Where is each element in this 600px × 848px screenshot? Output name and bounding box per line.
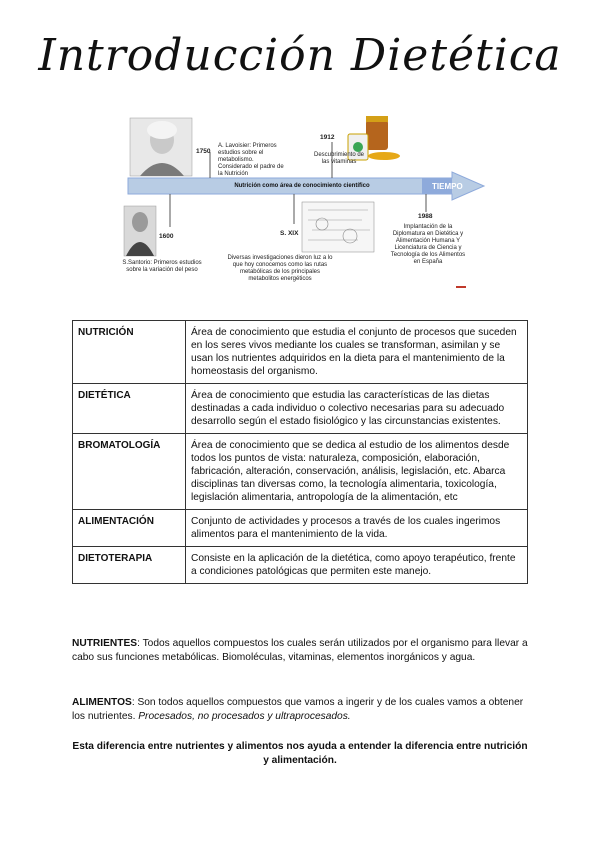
definition-cell: Área de conocimiento que estudia las características de las dietas destinadas a cada individuo o colectivo necesarias para su adecuado desarrollo según el estado fisiológico y las circunstancias existentes. (186, 384, 528, 434)
event-year: 1750 (196, 148, 211, 155)
table-row (73, 384, 528, 434)
nutrientes-text: : Todos aquellos compuestos los cuales serán utilizados por el organismo para llevar a cabo sus funciones metabólicas. Biomoléculas, vitaminas, elementos inorgánicos y agua. (72, 638, 528, 663)
alimentos-text: : Son todos aquellos compuestos que vamos a ingerir y de los cuales vamos a obtener los nutrientes. (72, 697, 524, 722)
event-text: Descubrimiento de las vitaminas (313, 152, 365, 165)
portrait-lavoisier (130, 118, 192, 176)
table-row (73, 434, 528, 510)
nutrientes-label: NUTRIENTES (72, 638, 138, 649)
timeline-axis-end: TIEMPO (432, 182, 463, 191)
term-cell: BROMATOLOGÍA (73, 434, 186, 510)
definition-cell: Consiste en la aplicación de la dietética, como apoyo terapéutico, frente a condiciones patológicas que permiten este manejo. (186, 547, 528, 584)
table-row (73, 510, 528, 547)
definition-cell: Área de conocimiento que se dedica al estudio de los alimentos desde todos los puntos de vista: naturaleza, composición, elaboración, fabricación, alteración, conservación, análisis, legislación, etc. Abarca disciplinas tan diversas como, la tecnología alimentaria, toxicología, legislación alimentaria, antropología de la alimentación, etc (186, 434, 528, 510)
event-text: Implantación de la Diplomatura en Dietética y Alimentación Humana Y Licenciatura de Ciencia y Tecnología de los Alimentos en España (390, 224, 466, 265)
event-text: S.Santorio: Primeros estudios sobre la variación del peso (122, 260, 202, 273)
term-cell: NUTRICIÓN (73, 321, 186, 384)
table-row (73, 547, 528, 584)
alimentos-paragraph (72, 696, 528, 724)
event-year: 1988 (418, 213, 433, 220)
term-cell: DIETOTERAPIA (73, 547, 186, 584)
alimentos-italic: Procesados, no procesados y ultraprocesados. (138, 711, 351, 722)
event-text: A. Lavoisier: Primeros estudios sobre el metabolismo. Considerado el padre de la Nutrición (218, 143, 284, 177)
timeline-axis-label: Nutrición como área de conocimiento científico (234, 183, 370, 189)
page-title: Introducción Dietética (38, 30, 562, 81)
portrait-santorio (124, 206, 156, 256)
event-year: S. XIX (280, 230, 299, 237)
definition-cell: Área de conocimiento que estudia el conjunto de procesos que suceden en los seres vivos mediante los cuales se transforman, asimilan y se usan los nutrientes adquiridos en la dieta para el mantenimiento de la homeostasis del organismo. (186, 321, 528, 384)
event-year: 1912 (320, 134, 335, 141)
term-cell: ALIMENTACIÓN (73, 510, 186, 547)
term-cell: DIETÉTICA (73, 384, 186, 434)
definition-cell: Conjunto de actividades y procesos a través de los cuales ingerimos alimentos para el mantenimiento de la vida. (186, 510, 528, 547)
definitions-table (72, 320, 528, 584)
nutrientes-paragraph (72, 637, 528, 665)
alimentos-label: ALIMENTOS (72, 697, 132, 708)
timeline-figure (122, 112, 490, 292)
event-text: Diversas investigaciones dieron luz a lo que hoy conocemos como las rutas metabólicas de los principales metabolitos energéticos (227, 255, 333, 282)
closing-statement: Esta diferencia entre nutrientes y alimentos nos ayuda a entender la diferencia entre nutrición y alimentación. (72, 741, 528, 766)
metabolic-chart-image (302, 202, 374, 252)
event-year: 1600 (159, 233, 174, 240)
table-row (73, 321, 528, 384)
